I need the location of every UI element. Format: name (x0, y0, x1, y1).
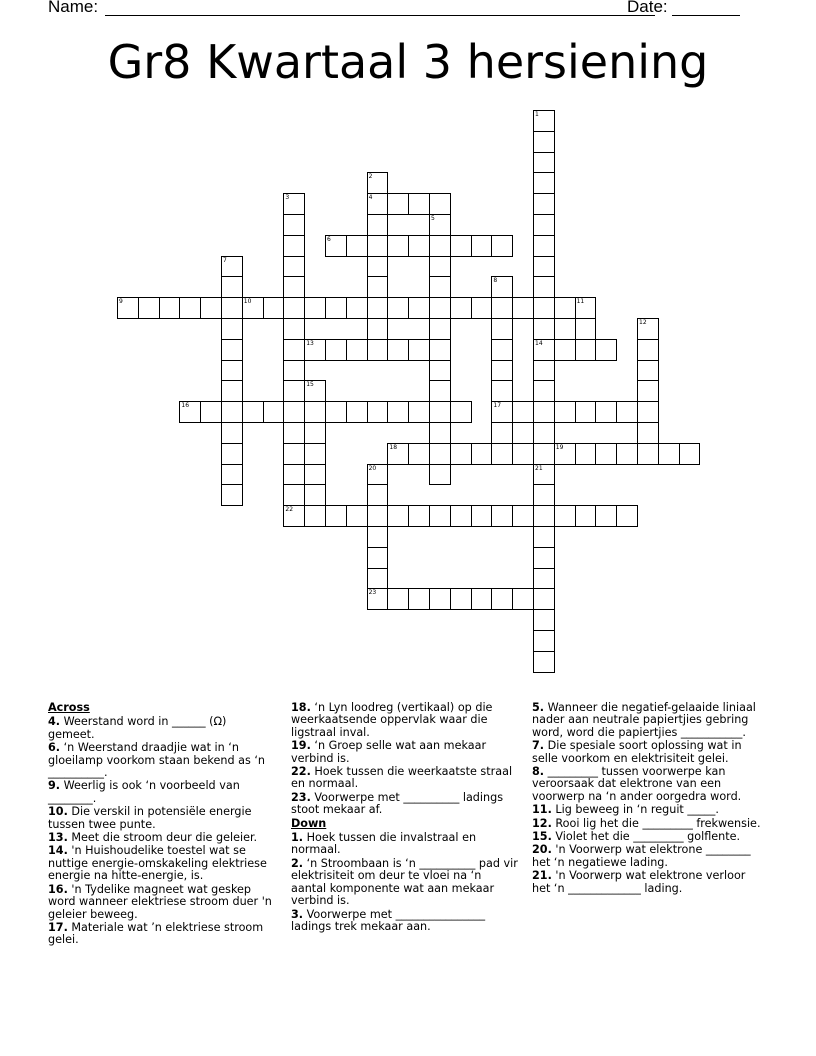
clue-number: 6 (327, 235, 331, 243)
grid-cell[interactable] (575, 443, 597, 465)
grid-cell[interactable] (533, 443, 555, 465)
clue-text: Wanneer die negatief-gelaaide liniaal nader aan neutrale papiertjies gebring word, word die papiertjies ___________. (532, 701, 756, 739)
clue-item (291, 702, 519, 739)
grid-cell[interactable] (304, 380, 326, 402)
clue-item (532, 831, 764, 843)
grid-cell[interactable] (283, 380, 305, 402)
grid-cell[interactable] (408, 235, 430, 257)
clue-number: 2 (368, 173, 373, 181)
grid-cell[interactable] (283, 484, 305, 506)
clue-item (291, 909, 519, 934)
clue-number-label: 13. (48, 831, 68, 845)
grid-cell[interactable] (637, 443, 659, 465)
clue-number-label: 11. (532, 803, 552, 817)
grid-cell[interactable] (616, 401, 638, 423)
grid-cell[interactable] (367, 588, 389, 610)
grid-cell[interactable] (533, 505, 555, 527)
grid-cell[interactable] (283, 360, 305, 382)
clue-item (532, 740, 764, 765)
grid-cell[interactable] (283, 193, 305, 215)
grid-cell[interactable] (304, 505, 326, 527)
grid-cell[interactable] (221, 401, 243, 423)
grid-cell[interactable] (491, 339, 513, 361)
grid-cell[interactable] (387, 339, 409, 361)
clue-number: 1 (535, 111, 539, 118)
grid-cell[interactable] (512, 401, 534, 423)
grid-cell[interactable] (325, 505, 347, 527)
clue-item (48, 922, 276, 947)
grid-cell[interactable] (533, 609, 555, 631)
clue-number-label: 23. (291, 790, 311, 804)
grid-cell[interactable] (491, 297, 513, 319)
grid-cell[interactable] (367, 484, 389, 506)
grid-cell[interactable] (637, 380, 659, 402)
across-heading: Across (48, 701, 90, 714)
grid-cell[interactable] (533, 235, 555, 257)
grid-cell[interactable] (533, 360, 555, 382)
clue-number: 9 (119, 298, 123, 306)
clue-text: ‘n Groep selle wat aan mekaar verbind is. (291, 739, 487, 765)
clue-number: 4 (368, 194, 373, 202)
grid-cell[interactable] (491, 422, 513, 444)
clue-number: 5 (431, 215, 435, 222)
grid-cell[interactable] (471, 588, 493, 610)
grid-cell[interactable] (283, 318, 305, 340)
grid-cell[interactable] (533, 464, 555, 486)
grid-cell[interactable] (221, 464, 243, 486)
grid-cell[interactable] (283, 443, 305, 465)
grid-cell[interactable] (408, 339, 430, 361)
grid-cell[interactable] (491, 276, 513, 298)
clue-item (291, 766, 519, 791)
grid-cell[interactable] (533, 110, 555, 132)
grid-cell[interactable] (637, 318, 659, 340)
grid-cell[interactable] (637, 401, 659, 423)
grid-cell[interactable] (575, 339, 597, 361)
grid-cell[interactable] (450, 235, 472, 257)
grid-cell[interactable] (387, 505, 409, 527)
grid-cell[interactable] (283, 256, 305, 278)
grid-cell[interactable] (367, 505, 389, 527)
grid-cell[interactable] (200, 401, 222, 423)
grid-cell[interactable] (471, 443, 493, 465)
grid-cell[interactable] (450, 297, 472, 319)
clue-item (48, 742, 276, 779)
grid-cell[interactable] (450, 443, 472, 465)
clue-text: Die verskil in potensiële energie tussen twee punte. (48, 805, 252, 831)
grid-cell[interactable] (367, 235, 389, 257)
clue-number-label: 4. (48, 715, 61, 729)
grid-cell[interactable] (554, 297, 576, 319)
grid-cell[interactable] (325, 339, 347, 361)
grid-cell[interactable] (429, 360, 451, 382)
grid-cell[interactable] (533, 339, 555, 361)
grid-cell[interactable] (367, 339, 389, 361)
grid-cell[interactable] (616, 505, 638, 527)
grid-cell[interactable] (533, 214, 555, 236)
clue-number-label: 17. (48, 920, 68, 934)
clue-text: Materiale wat ’n elektriese stroom gelei. (48, 920, 264, 947)
clue-text: Lig beweeg in ‘n reguit _____. (551, 803, 719, 817)
clue-number: 3 (285, 194, 290, 202)
grid-cell[interactable] (616, 443, 638, 465)
clue-item (291, 792, 519, 817)
grid-cell[interactable] (637, 339, 659, 361)
grid-cell[interactable] (429, 339, 451, 361)
grid-cell[interactable] (575, 401, 597, 423)
clue-number-label: 21. (532, 869, 552, 883)
grid-cell[interactable] (533, 401, 555, 423)
grid-cell[interactable] (429, 505, 451, 527)
grid-cell[interactable] (595, 339, 617, 361)
clue-number: 8 (493, 277, 498, 285)
grid-cell[interactable] (408, 505, 430, 527)
grid-cell[interactable] (283, 422, 305, 444)
grid-cell[interactable] (533, 256, 555, 278)
grid-cell[interactable] (491, 235, 513, 257)
grid-cell[interactable] (221, 380, 243, 402)
grid-cell[interactable] (221, 422, 243, 444)
grid-cell[interactable] (367, 193, 389, 215)
grid-cell[interactable] (533, 588, 555, 610)
grid-cell[interactable] (367, 547, 389, 569)
grid-cell[interactable] (450, 401, 472, 423)
clue-text: Weerlig is ook ‘n voorbeeld van ________. (48, 779, 240, 805)
grid-cell[interactable] (346, 235, 368, 257)
grid-cell[interactable] (471, 297, 493, 319)
grid-cell[interactable] (221, 256, 243, 278)
grid-cell[interactable] (429, 256, 451, 278)
grid-cell[interactable] (304, 422, 326, 444)
grid-cell[interactable] (408, 401, 430, 423)
clue-number: 11 (576, 298, 585, 306)
grid-cell[interactable] (533, 630, 555, 652)
clue-text: Meet die stroom deur die geleier. (67, 831, 258, 845)
clue-item (532, 766, 764, 803)
grid-cell[interactable] (533, 152, 555, 174)
grid-cell[interactable] (491, 588, 513, 610)
clue-number: 22 (285, 506, 294, 514)
grid-cell[interactable] (367, 172, 389, 194)
grid-cell[interactable] (491, 360, 513, 382)
grid-cell[interactable] (242, 297, 264, 319)
clue-number-label: 2. (291, 856, 304, 870)
clues-column-2 (291, 702, 519, 934)
grid-cell[interactable] (512, 443, 534, 465)
grid-cell[interactable] (429, 443, 451, 465)
grid-cell[interactable] (242, 401, 264, 423)
grid-cell[interactable] (471, 505, 493, 527)
grid-cell[interactable] (512, 297, 534, 319)
grid-cell[interactable] (200, 297, 222, 319)
grid-cell[interactable] (575, 297, 597, 319)
grid-cell[interactable] (554, 401, 576, 423)
grid-cell[interactable] (346, 505, 368, 527)
grid-cell[interactable] (429, 297, 451, 319)
grid-cell[interactable] (429, 422, 451, 444)
grid-cell[interactable] (595, 505, 617, 527)
clue-number: 7 (223, 256, 227, 264)
clue-number-label: 18. (291, 701, 311, 714)
grid-cell[interactable] (429, 276, 451, 298)
clue-item (48, 806, 276, 831)
grid-cell[interactable] (283, 339, 305, 361)
clue-text: 'n Huishoudelike toestel wat se nuttige energie-omskakeling elektriese energie na hitte-energie, is. (48, 844, 267, 883)
grid-cell[interactable] (221, 339, 243, 361)
grid-cell[interactable] (346, 401, 368, 423)
grid-cell[interactable] (283, 401, 305, 423)
grid-cell[interactable] (429, 214, 451, 236)
grid-cell[interactable] (138, 297, 160, 319)
clue-number-label: 12. (532, 816, 552, 830)
grid-cell[interactable] (512, 588, 534, 610)
grid-cell[interactable] (637, 422, 659, 444)
clue-text: Voorwerpe met ________________ ladings trek mekaar aan. (291, 907, 486, 933)
clue-number-label: 22. (291, 765, 311, 779)
clue-item (532, 870, 764, 895)
clue-number-label: 20. (532, 843, 552, 857)
grid-cell[interactable] (408, 443, 430, 465)
clue-number: 20 (368, 464, 377, 472)
grid-cell[interactable] (533, 193, 555, 215)
grid-cell[interactable] (491, 443, 513, 465)
grid-cell[interactable] (367, 297, 389, 319)
clue-item (48, 780, 276, 805)
grid-cell[interactable] (595, 443, 617, 465)
grid-cell[interactable] (491, 318, 513, 340)
clue-number: 10 (243, 298, 252, 306)
grid-cell[interactable] (512, 505, 534, 527)
clue-number: 13 (306, 339, 314, 347)
clue-item (532, 804, 764, 816)
grid-cell[interactable] (221, 276, 243, 298)
grid-cell[interactable] (387, 443, 409, 465)
grid-cell[interactable] (159, 297, 181, 319)
grid-cell[interactable] (283, 505, 305, 527)
grid-cell[interactable] (387, 588, 409, 610)
grid-cell[interactable] (408, 193, 430, 215)
grid-cell[interactable] (304, 443, 326, 465)
clue-text: 'n Tydelike magneet wat geskep word wanneer elektriese stroom duer 'n geleier beweeg. (48, 882, 272, 921)
grid-cell[interactable] (554, 443, 576, 465)
grid-cell[interactable] (491, 401, 513, 423)
clue-text: 'n Voorwerp wat elektrone verloor het ‘n _____________ lading. (532, 869, 746, 895)
clue-item (48, 716, 276, 741)
grid-cell[interactable] (554, 505, 576, 527)
date-label: Date: (627, 0, 668, 16)
grid-cell[interactable] (221, 318, 243, 340)
clue-text: Weerstand word in ______ (Ω) gemeet. (48, 715, 227, 741)
grid-cell[interactable] (429, 193, 451, 215)
grid-cell[interactable] (533, 380, 555, 402)
grid-cell[interactable] (263, 297, 285, 319)
grid-cell[interactable] (575, 505, 597, 527)
grid-cell[interactable] (408, 588, 430, 610)
grid-cell[interactable] (179, 401, 201, 423)
grid-cell[interactable] (304, 464, 326, 486)
grid-cell[interactable] (491, 505, 513, 527)
clue-text: Voorwerpe met __________ ladings stoot mekaar af. (291, 790, 504, 817)
grid-cell[interactable] (283, 235, 305, 257)
grid-cell[interactable] (533, 568, 555, 590)
grid-cell[interactable] (658, 443, 680, 465)
grid-cell[interactable] (221, 484, 243, 506)
clue-item (291, 832, 519, 857)
grid-cell[interactable] (283, 214, 305, 236)
grid-cell[interactable] (450, 505, 472, 527)
grid-cell[interactable] (387, 235, 409, 257)
grid-cell[interactable] (575, 318, 597, 340)
grid-cell[interactable] (450, 588, 472, 610)
clue-number: 19 (555, 443, 564, 451)
clue-text: Die spesiale soort oplossing wat in selle voorkom en elektrisiteit gelei. (532, 739, 742, 765)
grid-cell[interactable] (367, 568, 389, 590)
clue-item (48, 845, 276, 882)
grid-cell[interactable] (637, 360, 659, 382)
clue-item (532, 818, 764, 830)
down-heading: Down (291, 816, 327, 830)
clue-item (532, 702, 764, 739)
clue-number-label: 5. (532, 701, 545, 714)
grid-cell[interactable] (304, 401, 326, 423)
grid-cell[interactable] (304, 297, 326, 319)
grid-cell[interactable] (387, 297, 409, 319)
grid-cell[interactable] (367, 526, 389, 548)
clue-number-label: 10. (48, 805, 68, 819)
grid-cell[interactable] (367, 276, 389, 298)
grid-cell[interactable] (429, 588, 451, 610)
name-label: Name: (48, 0, 99, 16)
grid-cell[interactable] (263, 401, 285, 423)
clue-item (291, 858, 519, 908)
grid-cell[interactable] (367, 214, 389, 236)
grid-cell[interactable] (491, 380, 513, 402)
grid-cell[interactable] (429, 235, 451, 257)
grid-cell[interactable] (554, 339, 576, 361)
grid-cell[interactable] (325, 401, 347, 423)
grid-cell[interactable] (346, 339, 368, 361)
clue-text: Rooi lig het die _________ frekwensie. (551, 816, 761, 830)
clue-item (532, 844, 764, 869)
grid-cell[interactable] (325, 235, 347, 257)
grid-cell[interactable] (595, 401, 617, 423)
grid-cell[interactable] (533, 484, 555, 506)
grid-cell[interactable] (221, 443, 243, 465)
clue-text: ‘n Stroombaan is ‘n __________ pad vir elektrisiteit om deur te vloei na ‘n aantal komponente wat aan mekaar verbind is. (291, 856, 518, 908)
clue-item (48, 832, 276, 844)
clue-number-label: 14. (48, 844, 68, 858)
grid-cell[interactable] (471, 235, 493, 257)
grid-cell[interactable] (429, 318, 451, 340)
grid-cell[interactable] (367, 318, 389, 340)
grid-cell[interactable] (533, 547, 555, 569)
clue-text: Hoek tussen die weerkaatste straal en normaal. (291, 765, 513, 791)
grid-cell[interactable] (367, 401, 389, 423)
grid-cell[interactable] (283, 276, 305, 298)
grid-cell[interactable] (304, 484, 326, 506)
clue-number-label: 9. (48, 779, 61, 793)
grid-cell[interactable] (429, 380, 451, 402)
clue-number-label: 15. (532, 830, 552, 844)
clue-number: 12 (639, 319, 647, 326)
clue-number-label: 1. (291, 831, 304, 845)
grid-cell[interactable] (304, 339, 326, 361)
clue-number: 16 (181, 402, 190, 410)
grid-cell[interactable] (533, 422, 555, 444)
clue-number-label: 7. (532, 739, 545, 753)
grid-cell[interactable] (429, 464, 451, 486)
clue-number-label: 8. (532, 765, 545, 779)
grid-cell[interactable] (533, 651, 555, 673)
clue-number: 21 (535, 464, 543, 472)
grid-cell[interactable] (367, 256, 389, 278)
page-title: Gr8 Kwartaal 3 hersiening (107, 35, 709, 89)
grid-cell[interactable] (179, 297, 201, 319)
grid-cell[interactable] (346, 297, 368, 319)
grid-cell[interactable] (533, 318, 555, 340)
grid-cell[interactable] (367, 464, 389, 486)
grid-cell[interactable] (283, 464, 305, 486)
grid-cell[interactable] (533, 276, 555, 298)
clue-text: Hoek tussen die invalstraal en normaal. (291, 831, 477, 857)
grid-cell[interactable] (221, 360, 243, 382)
clues-column-3 (532, 702, 764, 896)
clue-number-label: 3. (291, 907, 304, 921)
clue-text: ‘n Lyn loodreg (vertikaal) op die weerkaatsende oppervlak waar die ligstraal inval. (291, 701, 493, 739)
grid-cell[interactable] (429, 401, 451, 423)
grid-cell[interactable] (533, 131, 555, 153)
grid-cell[interactable] (117, 297, 139, 319)
clues-column-1 (48, 702, 276, 948)
clue-item (291, 740, 519, 765)
clue-number-label: 16. (48, 882, 68, 896)
clue-number: 23 (368, 589, 377, 597)
clue-number-label: 19. (291, 739, 311, 753)
grid-cell[interactable] (533, 526, 555, 548)
clue-number: 14 (535, 339, 543, 347)
grid-cell[interactable] (221, 297, 243, 319)
clue-text: ‘n Weerstand draadjie wat in ‘n gloeilamp voorkom staan bekend as ‘n __________. (48, 741, 266, 780)
clue-number: 15 (306, 381, 314, 389)
clue-item (48, 884, 276, 921)
grid-cell[interactable] (387, 401, 409, 423)
clue-text: 'n Voorwerp wat elektrone ________ het ‘n negatiewe lading. (532, 843, 751, 869)
grid-cell[interactable] (387, 193, 409, 215)
grid-cell[interactable] (533, 172, 555, 194)
clue-number: 18 (389, 443, 398, 451)
grid-cell[interactable] (679, 443, 701, 465)
grid-cell[interactable] (533, 297, 555, 319)
clue-number-label: 6. (48, 741, 61, 755)
clue-text: _________ tussen voorwerpe kan veroorsaak dat elektrone van een voorwerp na ‘n ander oorgedra word. (532, 765, 742, 803)
grid-cell[interactable] (325, 297, 347, 319)
grid-cell[interactable] (283, 297, 305, 319)
clue-number: 17 (493, 402, 502, 410)
grid-cell[interactable] (408, 297, 430, 319)
clue-text: Violet het die _________ golflente. (551, 830, 741, 844)
